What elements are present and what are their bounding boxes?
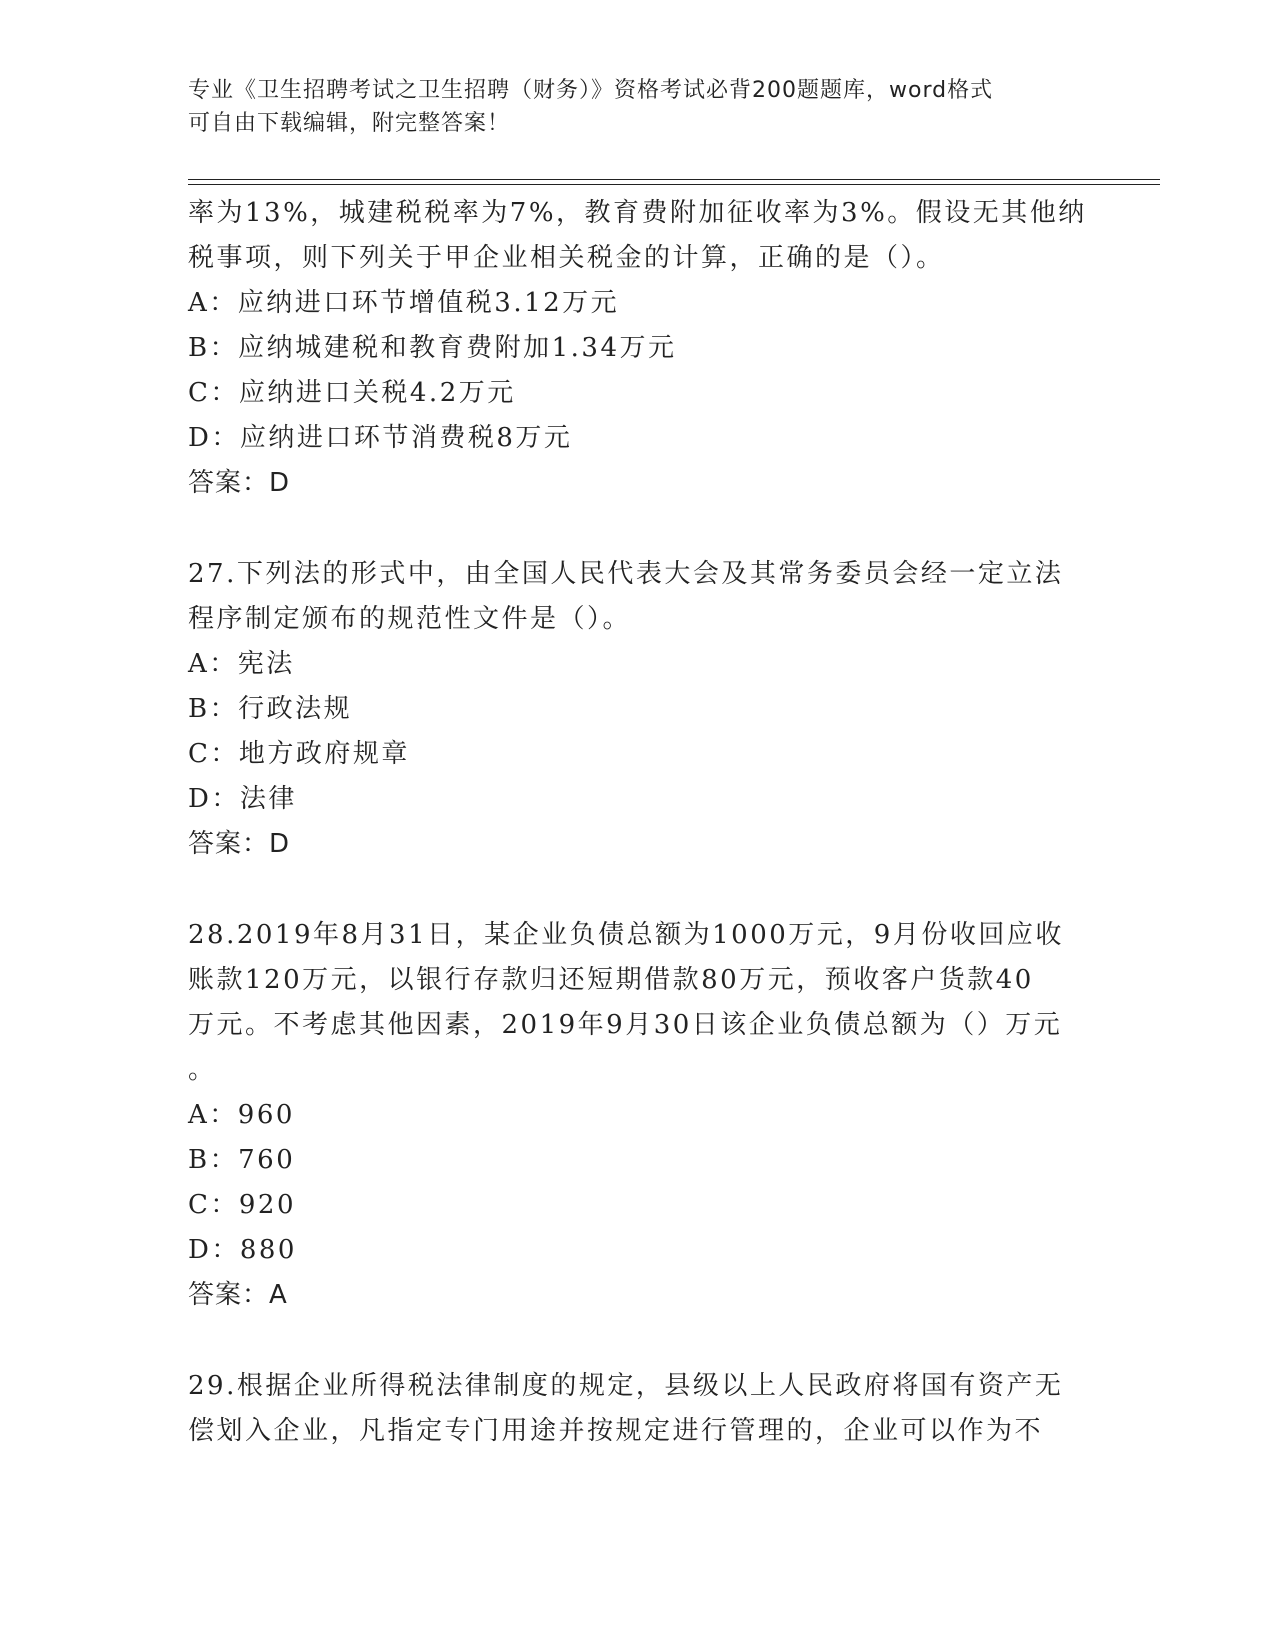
option-a: A：宪法 [188, 649, 295, 679]
option-b: B：760 [188, 1145, 296, 1175]
question-27 [188, 552, 1088, 867]
question-29 [188, 1364, 1088, 1454]
question-text-line: 29.根据企业所得税法律制度的规定，县级以上人民政府将国有资产无 [188, 1371, 1064, 1401]
question-26-continued [188, 191, 1088, 506]
option-a: A：960 [188, 1100, 295, 1130]
question-28 [188, 913, 1088, 1318]
option-d: D：法律 [188, 784, 297, 814]
header-rule-top [188, 179, 1160, 180]
question-text-line: 27.下列法的形式中，由全国人民代表大会及其常务委员会经一定立法 [188, 559, 1064, 589]
question-text-line: 程序制定颁布的规范性文件是（）。 [188, 604, 632, 634]
spacer [188, 506, 1088, 552]
question-text-line: 偿划入企业，凡指定专门用途并按规定进行管理的，企业可以作为不 [188, 1416, 1044, 1446]
option-c: C：920 [188, 1190, 297, 1220]
document-header [188, 74, 1088, 140]
option-c: C：应纳进口关税4.2万元 [188, 378, 516, 408]
question-text-line: 万元。不考虑其他因素，2019年9月30日该企业负债总额为（）万元 [188, 1010, 1063, 1040]
option-b: B：应纳城建税和教育费附加1.34万元 [188, 333, 677, 363]
option-c: C：地方政府规章 [188, 739, 410, 769]
spacer [188, 867, 1088, 913]
question-text-line: 28.2019年8月31日，某企业负债总额为1000万元，9月份收回应收 [188, 920, 1064, 950]
page-content [188, 191, 1088, 1454]
question-text-line: 。 [188, 1055, 217, 1085]
option-b: B：行政法规 [188, 694, 353, 724]
header-rule-bottom [188, 184, 1160, 185]
answer-label: 答案：D [188, 829, 291, 859]
header-title-line-1: 专业《卫生招聘考试之卫生招聘（财务）》资格考试必背200题题库，word格式 [188, 78, 994, 103]
option-d: D：880 [188, 1235, 297, 1265]
answer-label: 答案：D [188, 468, 291, 498]
question-text-line: 税事项，则下列关于甲企业相关税金的计算，正确的是（）。 [188, 243, 945, 273]
question-text-line: 率为13%，城建税税率为7%，教育费附加征收率为3%。假设无其他纳 [188, 198, 1087, 228]
option-d: D：应纳进口环节消费税8万元 [188, 423, 573, 453]
spacer [188, 1318, 1088, 1364]
option-a: A：应纳进口环节增值税3.12万元 [188, 288, 620, 318]
question-text-line: 账款120万元，以银行存款归还短期借款80万元，预收客户货款40 [188, 965, 1034, 995]
header-title-line-2: 可自由下载编辑，附完整答案！ [188, 111, 511, 136]
answer-label: 答案：A [188, 1280, 288, 1310]
